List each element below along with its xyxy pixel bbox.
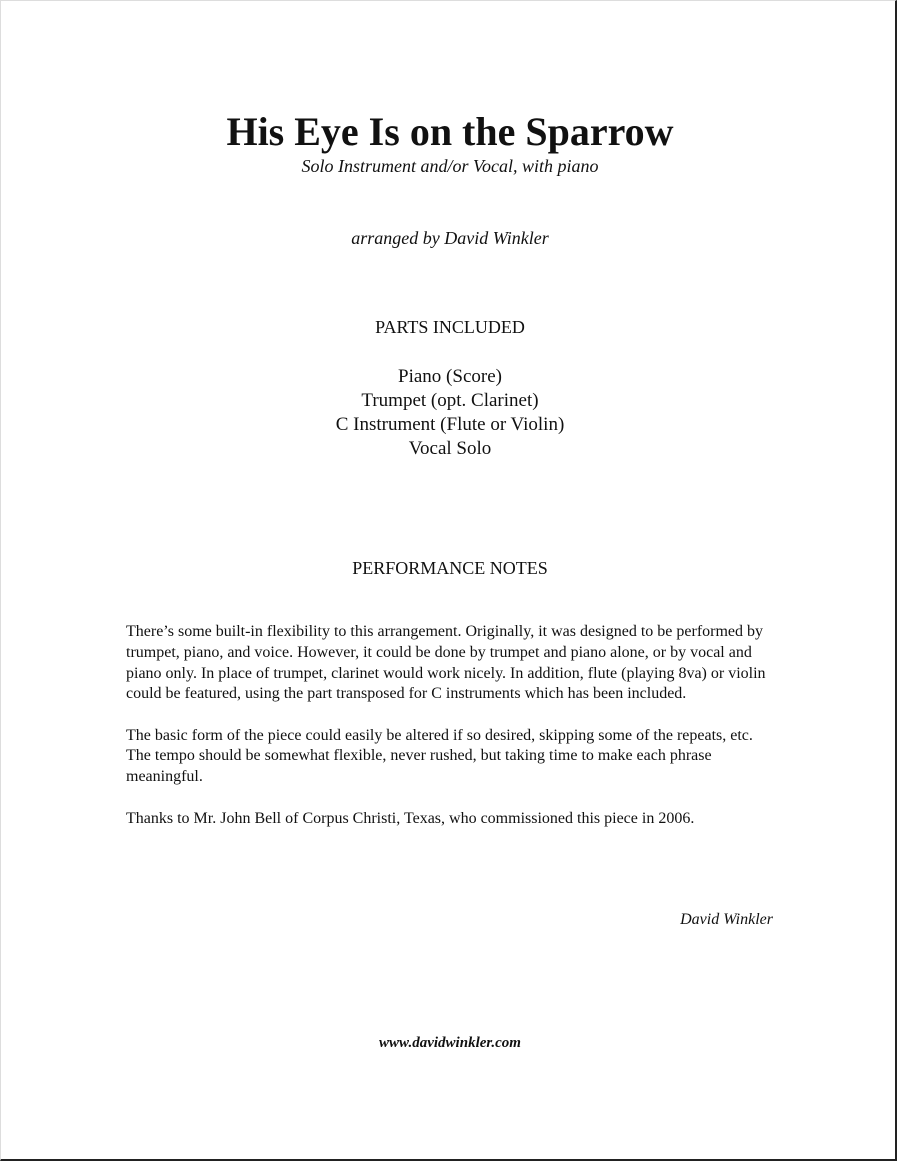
parts-heading: PARTS INCLUDED: [375, 317, 525, 337]
notes-paragraph: The basic form of the piece could easily be altered if so desired, skipping some of the repeats, etc. The tempo should be somewhat flexible, never rushed, but taking time to make each phrase meaningful.: [126, 726, 753, 786]
part-item-trumpet: Trumpet (opt. Clarinet): [361, 390, 539, 411]
document-subtitle: Solo Instrument and/or Vocal, with piano: [301, 156, 599, 176]
notes-paragraph: Thanks to Mr. John Bell of Corpus Christi, Texas, who commissioned this piece in 2006.: [126, 809, 695, 827]
parts-list: [0, 365, 900, 461]
performance-notes: [126, 622, 776, 850]
arranger-credit: arranged by David Winkler: [351, 228, 549, 248]
notes-heading: PERFORMANCE NOTES: [352, 558, 548, 578]
part-item-c-instrument: C Instrument (Flute or Violin): [335, 414, 565, 435]
part-item-piano: Piano (Score): [398, 366, 502, 387]
signature: David Winkler: [680, 911, 773, 928]
website-link[interactable]: www.davidwinkler.com: [379, 1035, 521, 1051]
document-title: His Eye Is on the Sparrow: [226, 109, 674, 154]
part-item-vocal: Vocal Solo: [408, 438, 492, 459]
notes-paragraph: There’s some built-in flexibility to this arrangement. Originally, it was designed to be performed by trumpet, piano, and voice. However, it could be done by trumpet and piano alone, or by vocal and piano only. In place of trumpet, clarinet would work nicely. In addition, flute (playing 8va) or violin could be featured, using the part transposed for C instruments which has been included.: [126, 623, 766, 703]
